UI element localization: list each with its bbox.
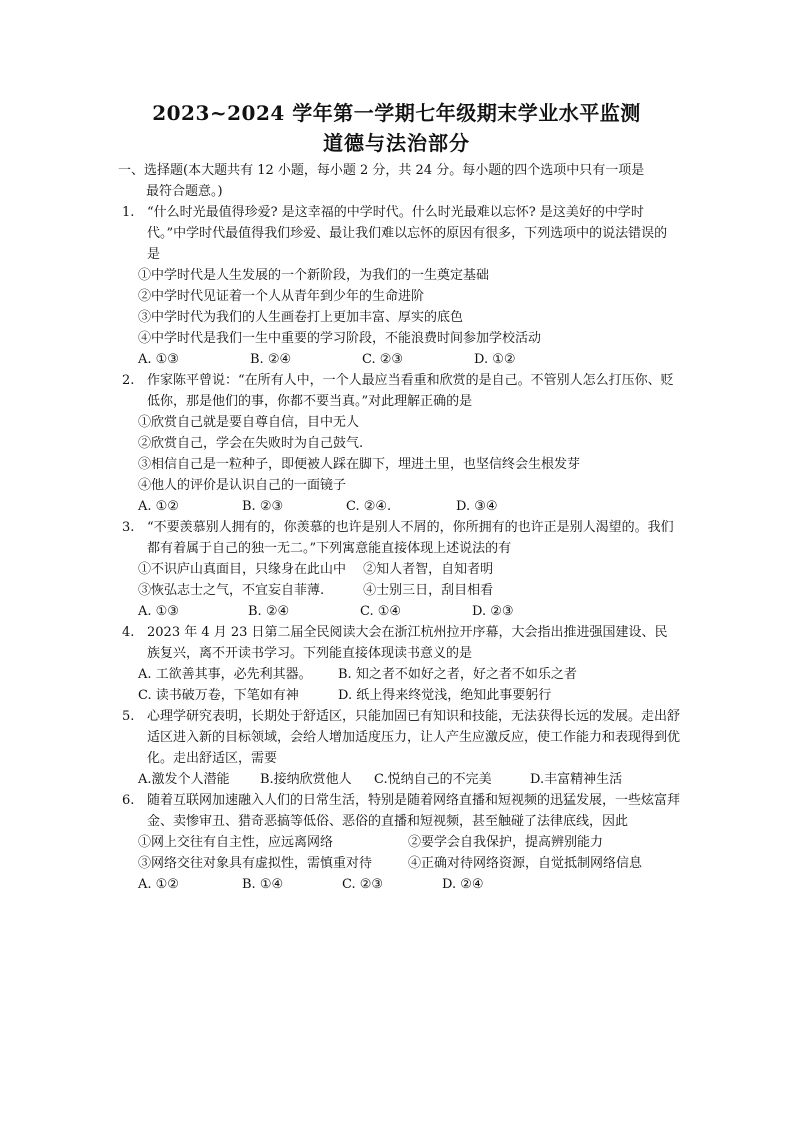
exam-title: 2023~2024 学年第一学期七年级期末学业水平监测	[152, 101, 641, 125]
choice-b: B. ②③	[242, 499, 284, 514]
question-stem: 2023 年 4 月 23 日第二届全民阅读大会在浙江杭州拉开序幕，大会指出推进强国建设、民族复兴，离不开读书学习。下列能直接体现读书意义的是	[147, 625, 668, 661]
statement-option: ④正确对待网络资源，自觉抵制网络信息	[408, 856, 643, 871]
choice-b: B. ②④	[250, 352, 292, 367]
statement-row	[118, 832, 680, 853]
question-stem: “不要羡慕别人拥有的，你羡慕的也许是别人不屑的，你所拥有的也许正是别人渴望的。我们都有着属于自己的独一无二。”下列寓意能直接体现上述说法的有	[147, 520, 674, 556]
statement-option: ①网上交往有自主性，应远离网络	[138, 835, 334, 850]
statement-option: ③恢弘志士之气，不宜妄自菲薄. ④士别三日，刮目相看	[138, 583, 494, 598]
question-stem: 随着互联网加速融入人们的日常生活，特别是随着网络直播和短视频的迅猛发展，一些炫富拜金、卖惨审丑、猎奇恶搞等低俗、恶俗的直播和短视频，甚至触碰了法律底线，因此	[147, 793, 681, 829]
exam-content	[118, 160, 680, 895]
statement-option: ①欣赏自己就是要自尊自信，目中无人	[138, 415, 360, 430]
question-number: 6.	[122, 793, 135, 808]
statement-option: ②中学时代见证着一个人从青年到少年的生命进阶	[138, 289, 425, 304]
choice-a: A.激发个人潜能	[138, 772, 230, 787]
statement-option: ②要学会自我保护，提高辨别能力	[408, 835, 604, 850]
answer-choices	[118, 874, 680, 895]
question-number: 3.	[122, 520, 135, 535]
answer-choices	[118, 601, 680, 622]
choice-b: B. ①④	[242, 877, 284, 892]
section-head-line: 一、选择题(本大题共有 12 小题，每小题 2 分，共 24 分。每小题的四个选项中只有一项是	[118, 163, 645, 178]
statement-row	[118, 853, 680, 874]
statement-option: ②欣赏自己，学会在失败时为自己鼓气.	[138, 436, 364, 451]
choice-c: C. ②③	[362, 352, 404, 367]
choice-b: B.接纳欣赏他人	[260, 772, 352, 787]
choice-c: C. ②③	[342, 877, 384, 892]
answer-choices	[118, 496, 680, 517]
section-heading	[118, 160, 680, 202]
statement-option: ④中学时代是我们一生中重要的学习阶段，不能浪费时间参加学校活动	[138, 331, 542, 346]
answer-choices	[118, 769, 680, 790]
choice-d: D. ③④	[456, 499, 498, 514]
choice-c: C. 读书破万卷，下笔如有神	[138, 688, 299, 703]
section-head-cont: 最符合题意。)	[146, 184, 223, 199]
choice-d: D. ②③	[472, 604, 514, 619]
choice-c: C. ①④	[360, 604, 402, 619]
statement-option: ④他人的评价是认识自己的一面镜子	[138, 478, 347, 493]
choice-a: A. ①②	[138, 499, 179, 514]
question-number: 2.	[122, 373, 135, 388]
statement-option: ③中学时代为我们的人生画卷打上更加丰富、厚实的底色	[138, 310, 464, 325]
choice-d: D. ①②	[474, 352, 516, 367]
choice-d: D. ②④	[442, 877, 484, 892]
statement-option: ③网络交往对象具有虚拟性，需慎重对待	[138, 856, 373, 871]
choice-row	[118, 664, 680, 685]
choice-a: A. ①②	[138, 877, 179, 892]
question-stem: “什么时光最值得珍爱? 是这幸福的中学时代。什么时光最难以忘怀? 是这美好的中学时代。”中学时代最值得我们珍爱、最让我们难以忘怀的原因有很多，下列选项中的说法错误的是	[147, 205, 668, 262]
question-1	[118, 202, 680, 370]
choice-c: C.悦纳自己的不完美	[374, 772, 492, 787]
statement-option: ①不识庐山真面目，只缘身在此山中 ②知人者智，自知者明	[138, 562, 494, 577]
choice-a: A. ①③	[138, 352, 179, 367]
question-5	[118, 706, 680, 790]
answer-choices	[118, 349, 680, 370]
statement-option: ①中学时代是人生发展的一个新阶段，为我们的一生奠定基础	[138, 268, 490, 283]
choice-d: D.丰富精神生活	[530, 772, 623, 787]
choice-a: A. ①③	[138, 604, 179, 619]
statement-option: ③相信自己是一粒种子，即便被人踩在脚下，埋进土里，也坚信终会生根发芽	[138, 457, 581, 472]
choice-row	[118, 685, 680, 706]
choice-c: C. ②④.	[346, 499, 392, 514]
choice-d: D. 纸上得来终觉浅，绝知此事要躬行	[338, 688, 552, 703]
choice-b: B. 知之者不如好之者，好之者不如乐之者	[338, 667, 577, 682]
choice-b: B. ②④	[248, 604, 290, 619]
question-3	[118, 517, 680, 622]
question-stem: 心理学研究表明，长期处于舒适区，只能加固已有知识和技能，无法获得长远的发展。走出舒适区进入新的目标领域，会给人增加适度压力，让人产生应激反应，使工作能力和表现得到优化。走出舒适区，需要	[147, 709, 681, 766]
question-6	[118, 790, 680, 895]
question-4	[118, 622, 680, 706]
question-number: 4.	[122, 625, 135, 640]
exam-subtitle: 道德与法治部分	[323, 131, 470, 155]
question-2	[118, 370, 680, 517]
question-stem: 作家陈平曾说：“在所有人中，一个人最应当看重和欣赏的是自己。不管别人怎么打压你、贬低你，那是他们的事，你都不要当真。”对此理解正确的是	[147, 373, 674, 409]
question-number: 5.	[122, 709, 135, 724]
question-number: 1.	[122, 205, 135, 220]
choice-a: A. 工欲善其事，必先利其器。	[138, 667, 312, 682]
